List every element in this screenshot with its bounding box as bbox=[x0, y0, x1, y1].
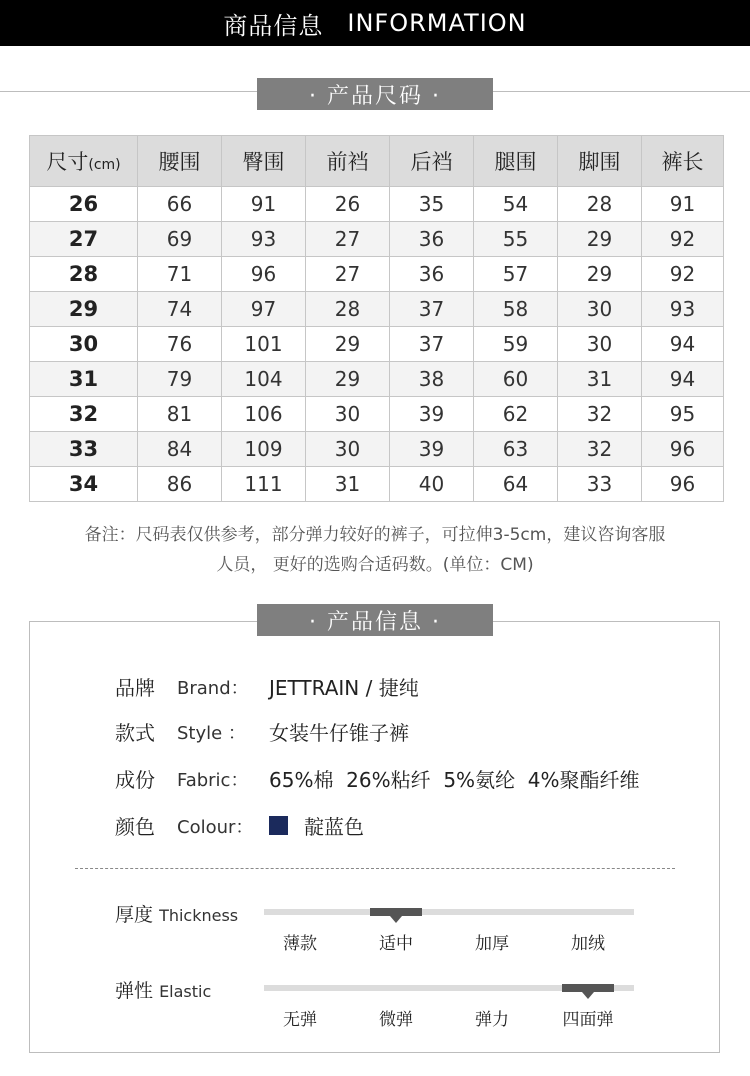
table-cell: 30 bbox=[558, 327, 642, 362]
table-cell: 28 bbox=[558, 187, 642, 222]
header-front-rise: 前裆 bbox=[306, 136, 390, 187]
table-cell: 32 bbox=[558, 432, 642, 467]
note-line-1: 备注：尺码表仅供参考，部分弹力较好的裤子，可拉伸3-5cm，建议咨询客服 bbox=[84, 525, 666, 545]
colour-swatch bbox=[269, 816, 288, 835]
cell-size: 27 bbox=[30, 222, 138, 257]
elastic-option: 弹力 bbox=[475, 1010, 509, 1030]
elastic-marker bbox=[562, 984, 614, 992]
table-cell: 94 bbox=[642, 327, 724, 362]
table-cell: 32 bbox=[558, 397, 642, 432]
table-cell: 29 bbox=[558, 222, 642, 257]
table-cell: 71 bbox=[138, 257, 222, 292]
colour-value: 靛蓝色 bbox=[304, 815, 364, 839]
elastic-option: 微弹 bbox=[379, 1010, 413, 1030]
table-cell: 104 bbox=[222, 362, 306, 397]
table-cell: 94 bbox=[642, 362, 724, 397]
style-label-en: Style ： bbox=[177, 722, 246, 744]
table-cell: 93 bbox=[642, 292, 724, 327]
table-cell: 27 bbox=[306, 257, 390, 292]
colour-label-en: Colour： bbox=[177, 816, 254, 838]
thickness-option: 薄款 bbox=[283, 934, 317, 954]
thickness-scale bbox=[264, 909, 634, 915]
table-cell: 97 bbox=[222, 292, 306, 327]
cell-size: 34 bbox=[30, 467, 138, 502]
header-hip: 臀围 bbox=[222, 136, 306, 187]
banner-title-cn: 商品信息 bbox=[223, 11, 324, 40]
style-row bbox=[115, 717, 409, 746]
cell-size: 26 bbox=[30, 187, 138, 222]
table-cell: 74 bbox=[138, 292, 222, 327]
table-cell: 59 bbox=[474, 327, 558, 362]
table-cell: 95 bbox=[642, 397, 724, 432]
table-cell: 69 bbox=[138, 222, 222, 257]
table-cell: 55 bbox=[474, 222, 558, 257]
table-cell: 92 bbox=[642, 222, 724, 257]
fabric-label-en: Fabric： bbox=[177, 769, 249, 791]
cell-size: 32 bbox=[30, 397, 138, 432]
header-length: 裤长 bbox=[642, 136, 724, 187]
table-cell: 40 bbox=[390, 467, 474, 502]
table-cell: 76 bbox=[138, 327, 222, 362]
header-hem: 脚围 bbox=[558, 136, 642, 187]
fabric-row bbox=[115, 764, 640, 793]
fabric-label-cn: 成份 bbox=[115, 768, 155, 792]
table-cell: 91 bbox=[642, 187, 724, 222]
table-cell: 39 bbox=[390, 432, 474, 467]
thickness-option: 加绒 bbox=[571, 934, 605, 954]
table-cell: 101 bbox=[222, 327, 306, 362]
table-cell: 84 bbox=[138, 432, 222, 467]
size-table bbox=[29, 135, 724, 502]
table-cell: 30 bbox=[558, 292, 642, 327]
table-cell: 38 bbox=[390, 362, 474, 397]
table-row bbox=[30, 292, 724, 327]
table-cell: 63 bbox=[474, 432, 558, 467]
table-cell: 62 bbox=[474, 397, 558, 432]
header-thigh: 腿围 bbox=[474, 136, 558, 187]
table-cell: 29 bbox=[306, 362, 390, 397]
table-cell: 29 bbox=[558, 257, 642, 292]
size-note bbox=[30, 520, 720, 580]
table-row bbox=[30, 467, 724, 502]
table-cell: 39 bbox=[390, 397, 474, 432]
table-header-row bbox=[30, 136, 724, 187]
cell-size: 31 bbox=[30, 362, 138, 397]
elastic-option: 无弹 bbox=[283, 1010, 317, 1030]
table-row bbox=[30, 187, 724, 222]
table-cell: 96 bbox=[642, 432, 724, 467]
colour-row bbox=[115, 811, 364, 840]
brand-value: JETTRAIN / 捷纯 bbox=[269, 676, 419, 700]
thickness-label: 厚度 Thickness bbox=[115, 904, 239, 926]
table-row bbox=[30, 432, 724, 467]
table-cell: 37 bbox=[390, 292, 474, 327]
elastic-label: 弹性 Elastic bbox=[115, 980, 212, 1002]
table-cell: 91 bbox=[222, 187, 306, 222]
cell-size: 33 bbox=[30, 432, 138, 467]
dashed-divider bbox=[75, 868, 675, 869]
thickness-marker bbox=[370, 908, 422, 916]
table-cell: 54 bbox=[474, 187, 558, 222]
table-cell: 27 bbox=[306, 222, 390, 257]
cell-size: 29 bbox=[30, 292, 138, 327]
style-label-cn: 款式 bbox=[115, 721, 155, 745]
table-cell: 37 bbox=[390, 327, 474, 362]
brand-label-cn: 品牌 bbox=[115, 676, 155, 700]
table-cell: 66 bbox=[138, 187, 222, 222]
table-cell: 57 bbox=[474, 257, 558, 292]
table-cell: 109 bbox=[222, 432, 306, 467]
table-cell: 31 bbox=[558, 362, 642, 397]
header-waist: 腰围 bbox=[138, 136, 222, 187]
brand-row bbox=[115, 672, 419, 701]
table-cell: 35 bbox=[390, 187, 474, 222]
table-cell: 31 bbox=[306, 467, 390, 502]
table-cell: 30 bbox=[306, 432, 390, 467]
table-row bbox=[30, 222, 724, 257]
table-cell: 79 bbox=[138, 362, 222, 397]
style-value: 女装牛仔锥子裤 bbox=[269, 721, 409, 745]
elastic-scale bbox=[264, 985, 634, 991]
table-row bbox=[30, 362, 724, 397]
note-line-2: 人员， 更好的选购合适码数。(单位：CM) bbox=[216, 555, 534, 575]
elastic-option: 四面弹 bbox=[562, 1010, 614, 1030]
table-cell: 29 bbox=[306, 327, 390, 362]
table-cell: 106 bbox=[222, 397, 306, 432]
colour-label-cn: 颜色 bbox=[115, 815, 155, 839]
table-cell: 26 bbox=[306, 187, 390, 222]
table-cell: 93 bbox=[222, 222, 306, 257]
table-cell: 92 bbox=[642, 257, 724, 292]
thickness-option: 加厚 bbox=[475, 934, 509, 954]
header-back-rise: 后裆 bbox=[390, 136, 474, 187]
table-row bbox=[30, 397, 724, 432]
banner-title-en: INFORMATION bbox=[347, 9, 527, 37]
fabric-value: 65%棉 26%粘纤 5%氨纶 4%聚酯纤维 bbox=[269, 768, 640, 792]
table-cell: 81 bbox=[138, 397, 222, 432]
table-cell: 58 bbox=[474, 292, 558, 327]
table-cell: 96 bbox=[222, 257, 306, 292]
table-cell: 60 bbox=[474, 362, 558, 397]
top-banner bbox=[0, 0, 750, 46]
size-section-title: · 产品尺码 · bbox=[257, 78, 493, 110]
table-cell: 96 bbox=[642, 467, 724, 502]
table-cell: 86 bbox=[138, 467, 222, 502]
table-cell: 28 bbox=[306, 292, 390, 327]
table-cell: 36 bbox=[390, 257, 474, 292]
table-cell: 33 bbox=[558, 467, 642, 502]
table-cell: 30 bbox=[306, 397, 390, 432]
info-section-title: · 产品信息 · bbox=[257, 604, 493, 636]
table-cell: 111 bbox=[222, 467, 306, 502]
thickness-option: 适中 bbox=[379, 934, 413, 954]
table-row bbox=[30, 257, 724, 292]
cell-size: 30 bbox=[30, 327, 138, 362]
table-cell: 64 bbox=[474, 467, 558, 502]
table-cell: 36 bbox=[390, 222, 474, 257]
brand-label-en: Brand： bbox=[177, 677, 249, 699]
header-size: 尺寸(cm) bbox=[30, 136, 138, 187]
cell-size: 28 bbox=[30, 257, 138, 292]
table-row bbox=[30, 327, 724, 362]
